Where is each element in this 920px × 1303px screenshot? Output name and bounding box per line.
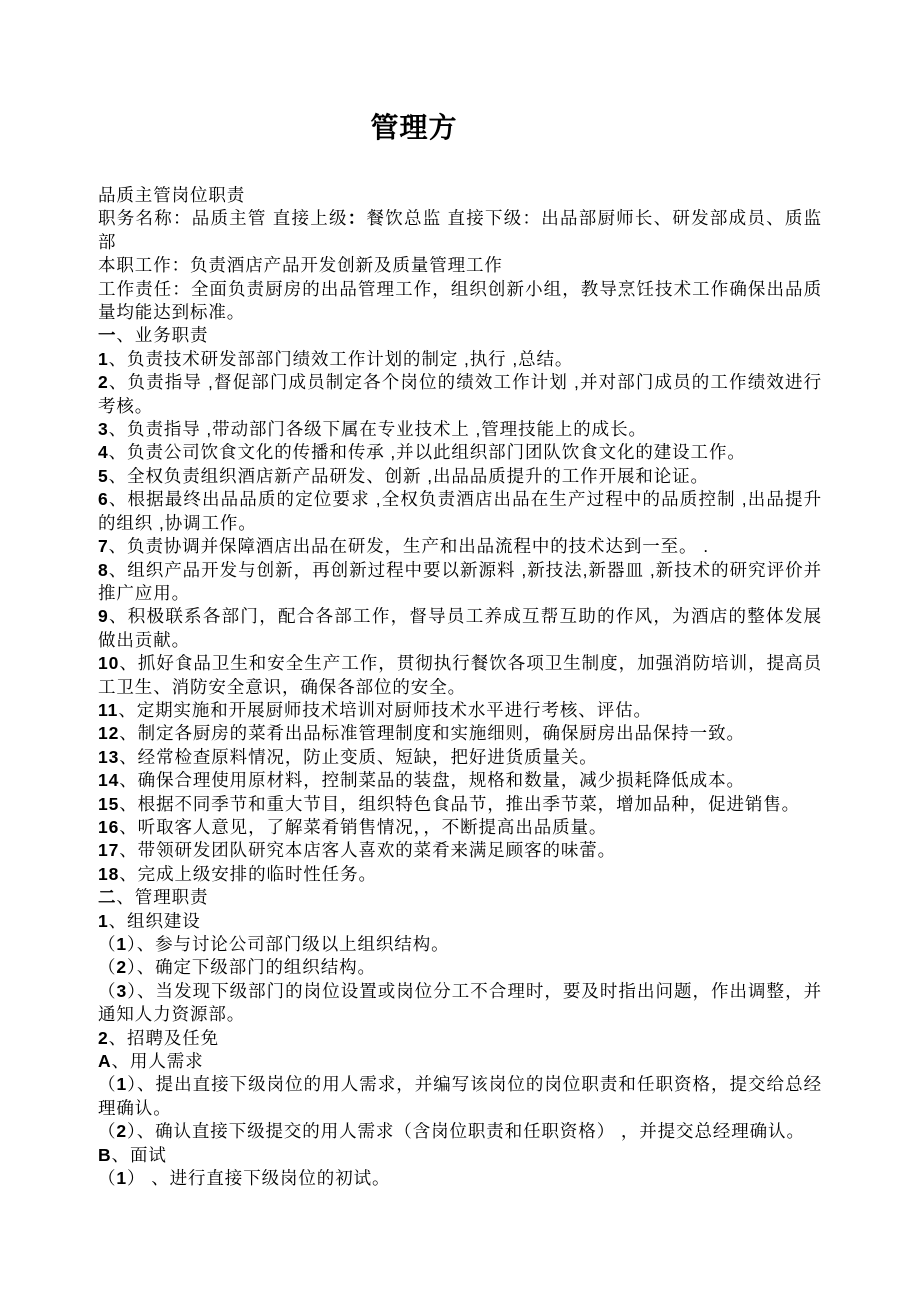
paragraph [98,371,822,418]
bold-text-segment: 3 [98,419,109,440]
bold-text-segment: 2 [116,957,128,978]
page-title: 管理方 [370,112,458,143]
text-segment: ） 、进行直接下级岗位的初试。 [127,1168,391,1189]
bold-text-segment: 8 [98,559,109,580]
text-segment: 、带领研发团队研究本店客人喜欢的菜肴来满足顾客的味蕾。 [119,840,617,861]
paragraph [98,1050,822,1073]
text-segment: 、积极联系各部门，配合各部工作，督导员工养成互帮互助的作风，为酒店的整体发展做出贡献。 [98,606,822,650]
bold-text-segment: ： [347,208,367,229]
bold-text-segment: 10 [98,653,120,674]
bold-text-segment: 3 [116,980,128,1001]
text-segment: （ [98,934,117,954]
bold-text-segment: A [98,1051,112,1072]
text-segment: （ [98,1168,117,1189]
text-segment: 、抓好食品卫生和安全生产工作，贯彻执行餐饮各项卫生制度，加强消防培训，提高员工卫生、消防安全意识，确保各部位的安全。 [98,653,822,697]
bold-text-segment: 18 [98,863,120,884]
bold-text-segment: 15 [98,793,120,814]
paragraph [98,886,822,909]
text-segment: ）、参与讨论公司部门级以上组织结构。 [127,934,450,954]
paragraph [98,1073,822,1120]
paragraph [98,910,822,933]
text-segment: 餐饮总监 直接下级：出品部厨师长、研发部成员、质监部 [98,208,822,252]
document-body [98,184,822,1190]
text-segment: 、制定各厨房的菜肴出品标准管理制度和实施细则，确保厨房出品保持一致。 [119,723,745,744]
bold-text-segment: 7 [98,536,109,557]
paragraph [98,441,822,464]
text-segment: 、负责指导 ,督促部门成员制定各个岗位的绩效工作计划 ,并对部门成员的工作绩效进行考核。 [98,372,822,416]
paragraph [98,1144,822,1167]
bold-text-segment: 16 [98,816,120,837]
text-segment: 、管理职责 [116,887,209,908]
paragraph [98,488,822,535]
paragraph [98,746,822,769]
text-segment: （ [98,980,117,1001]
text-segment: 、负责技术研发部部门绩效工作计划的制定 ,执行 ,总结。 [108,348,574,369]
paragraph [98,184,822,207]
paragraph [98,769,822,792]
text-segment: ）、确定下级部门的组织结构。 [127,957,376,978]
text-segment: （ [98,1074,117,1095]
paragraph [98,816,822,839]
paragraph [98,722,822,745]
paragraph [98,652,822,699]
bold-text-segment: B [98,1144,112,1165]
bold-text-segment: 1 [98,348,109,369]
text-segment: 、负责协调并保障酒店出品在研发，生产和出品流程中的技术达到一至。 . [108,536,709,557]
bold-text-segment: 6 [98,489,109,510]
text-segment: 、业务职责 [116,325,209,346]
text-segment: （ [98,957,117,978]
text-segment: 、确保合理使用原材料，控制菜品的装盘，规格和数量，减少损耗降低成本。 [119,770,745,791]
text-segment: 、招聘及任免 [108,1027,220,1048]
bold-text-segment: 1 [116,1168,128,1189]
text-segment: 、根据最终出品品质的定位要求 ,全权负责酒店出品在生产过程中的品质控制 ,出品提升的组织 ,协调工作。 [98,489,822,533]
paragraph [98,254,822,277]
bold-text-segment: 2 [98,1027,109,1048]
text-segment: 品质主管岗位职责 [98,185,246,205]
bold-text-segment: 17 [98,840,120,861]
paragraph [98,324,822,347]
text-segment: 职务名称：品质主管 直接上级 [98,208,348,229]
bold-text-segment: 5 [98,465,109,486]
bold-text-segment: 14 [98,770,120,791]
text-segment: 、定期实施和开展厨师技术培训对厨师技术水平进行考核、评估。 [118,699,652,720]
text-segment: 、听取客人意见，了解菜肴销售情况，，不断提高出品质量。 [119,816,608,837]
paragraph [98,278,822,325]
paragraph [98,535,822,558]
paragraph [98,863,822,886]
paragraph [98,1027,822,1050]
text-segment: 、组织产品开发与创新，再创新过程中要以新源料 ,新技法,新器皿 ,新技术的研究评价并推广应用。 [98,559,822,603]
text-segment: 本职工作：负责酒店产品开发创新及质量管理工作 [98,255,503,276]
bold-text-segment: 1 [116,1074,128,1095]
text-segment: 、面试 [111,1144,167,1165]
paragraph [98,465,822,488]
paragraph [98,839,822,862]
paragraph [98,793,822,816]
bold-text-segment: 1 [98,910,109,931]
text-segment: 工作责任：全面负责厨房的出品管理工作，组织创新小组，教导烹饪技术工作确保出品质量均能达到标准。 [98,278,822,323]
text-segment: ）、提出直接下级岗位的用人需求，并编写该岗位的岗位职责和任职资格，提交给总经理确认。 [98,1074,822,1118]
text-segment: ）、当发现下级部门的岗位设置或岗位分工不合理时，要及时指出问题，作出调整，并通知人力资源部。 [98,980,822,1025]
paragraph [98,933,822,956]
text-segment: 、负责指导 ,带动部门各级下属在专业技术上 ,管理技能上的成长。 [108,419,647,440]
bold-text-segment: 13 [98,746,120,767]
bold-text-segment: 2 [98,372,109,393]
bold-text-segment: 11 [98,699,119,720]
text-segment: 、根据不同季节和重大节目，组织特色食品节，推出季节菜，增加品种，促进销售。 [119,793,801,814]
bold-text-segment: 二 [98,887,117,908]
paragraph [98,207,822,254]
paragraph [98,980,822,1027]
text-segment: （ [98,1121,117,1142]
paragraph [98,348,822,371]
text-segment: 、组织建设 [108,910,201,931]
bold-text-segment: 1 [116,934,128,954]
bold-text-segment: 2 [116,1121,128,1142]
bold-text-segment: 9 [98,606,109,627]
paragraph [98,1120,822,1143]
text-segment: 、经常检查原料情况，防止变质、短缺，把好进货质量关。 [119,746,598,767]
paragraph [98,699,822,722]
text-segment: 、完成上级安排的临时性任务。 [119,863,377,884]
text-segment: 、用人需求 [111,1051,204,1072]
bold-text-segment: 一 [98,325,117,346]
text-segment: ）、确认直接下级提交的用人需求（含岗位职责和任职资格） ，并提交总经理确认。 [127,1121,805,1142]
text-segment: 、负责公司饮食文化的传播和传承 ,并以此组织部门团队饮食文化的建设工作。 [108,442,746,463]
paragraph [98,559,822,606]
bold-text-segment: 12 [98,723,120,744]
paragraph [98,418,822,441]
paragraph [98,1167,822,1190]
paragraph [98,605,822,652]
bold-text-segment: 4 [98,442,109,463]
text-segment: 、全权负责组织酒店新产品研发、创新 ,出品品质提升的工作开展和论证。 [108,465,709,486]
paragraph [98,956,822,979]
